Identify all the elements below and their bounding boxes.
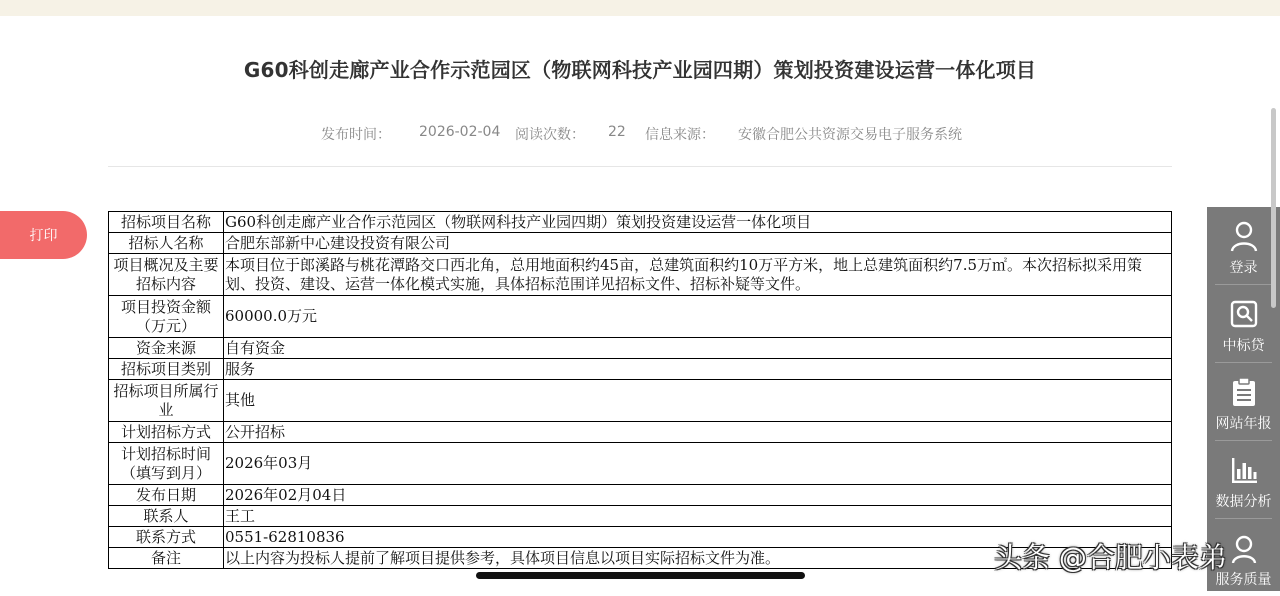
table-row xyxy=(109,254,1172,296)
table-row xyxy=(109,233,1172,254)
tender-info-table xyxy=(108,211,1172,569)
info-source-label: 信息来源： xyxy=(645,127,715,143)
page-scrollbar[interactable] xyxy=(1271,108,1276,308)
print-button[interactable]: 打印 xyxy=(0,211,87,259)
user-icon xyxy=(1227,219,1261,253)
page-title: G60科创走廊产业合作示范园区（物联网科技产业园四期）策划投资建设运营一体化项目 xyxy=(243,58,1037,82)
publish-time-label: 发布时间： xyxy=(321,127,391,143)
read-count-label: 阅读次数： xyxy=(515,127,585,143)
row-label: 备注 xyxy=(109,548,224,569)
service-icon xyxy=(1227,531,1261,565)
table-row xyxy=(109,338,1172,359)
row-value: 2026年02月04日 xyxy=(224,485,1172,506)
sidebar-item-label: 服务质量 xyxy=(1215,572,1272,588)
row-label: 招标项目所属行业 xyxy=(109,380,224,422)
row-label: 联系方式 xyxy=(109,527,224,548)
row-value: 服务 xyxy=(224,359,1172,380)
row-value: 2026年03月 xyxy=(224,443,1172,485)
row-label: 计划招标方式 xyxy=(109,422,224,443)
read-count-value: 22 xyxy=(608,124,626,140)
info-source-value: 安徽合肥公共资源交易电子服务系统 xyxy=(738,127,962,143)
table-row xyxy=(109,506,1172,527)
row-value: 公开招标 xyxy=(224,422,1172,443)
row-label: 联系人 xyxy=(109,506,224,527)
row-value: G60科创走廊产业合作示范园区（物联网科技产业园四期）策划投资建设运营一体化项目 xyxy=(224,212,1172,233)
sidebar-item-label: 登录 xyxy=(1229,260,1258,276)
row-value: 本项目位于郎溪路与桃花潭路交口西北角，总用地面积约45亩，总建筑面积约10万平方米，地上总建筑面积约7.5万㎡。本次招标拟采用策划、投资、建设、运营一体化模式实施，具体招标范围详见招标文件、招标补疑等文件。 xyxy=(224,254,1172,296)
row-label: 项目概况及主要招标内容 xyxy=(109,254,224,296)
sidebar-item-label: 中标贷 xyxy=(1222,338,1265,354)
sidebar-item-label: 数据分析 xyxy=(1215,494,1272,510)
row-label: 招标项目类别 xyxy=(109,359,224,380)
row-label: 资金来源 xyxy=(109,338,224,359)
row-label: 计划招标时间（填写到月） xyxy=(109,443,224,485)
table-row xyxy=(109,422,1172,443)
row-label: 招标人名称 xyxy=(109,233,224,254)
sidebar-item-bid-loan[interactable] xyxy=(1207,285,1280,362)
search-doc-icon xyxy=(1227,297,1261,331)
table-row xyxy=(109,443,1172,485)
row-label: 招标项目名称 xyxy=(109,212,224,233)
row-value: 王工 xyxy=(224,506,1172,527)
row-label: 项目投资金额（万元） xyxy=(109,296,224,338)
row-value: 60000.0万元 xyxy=(224,296,1172,338)
sidebar-item-label: 网站年报 xyxy=(1215,416,1272,432)
table-row xyxy=(109,380,1172,422)
clipboard-icon xyxy=(1227,375,1261,409)
table-row xyxy=(109,296,1172,338)
table-row xyxy=(109,212,1172,233)
floating-sidebar xyxy=(1207,207,1280,591)
row-label: 发布日期 xyxy=(109,485,224,506)
sidebar-item-annual-report[interactable] xyxy=(1207,363,1280,440)
table-row xyxy=(109,359,1172,380)
table-row xyxy=(109,485,1172,506)
bar-chart-icon xyxy=(1227,453,1261,487)
publish-time-value: 2026-02-04 xyxy=(419,124,501,140)
home-indicator[interactable] xyxy=(476,572,805,579)
row-value: 其他 xyxy=(224,380,1172,422)
top-strip xyxy=(0,0,1280,16)
row-value: 以上内容为投标人提前了解项目提供参考，具体项目信息以项目实际招标文件为准。 xyxy=(224,548,1172,569)
header-divider xyxy=(108,166,1172,167)
sidebar-item-login[interactable] xyxy=(1207,207,1280,284)
watermark: 头条 @合肥小表弟 xyxy=(994,541,1227,574)
row-value: 合肥东部新中心建设投资有限公司 xyxy=(224,233,1172,254)
row-value: 自有资金 xyxy=(224,338,1172,359)
row-value: 0551-62810836 xyxy=(224,527,1172,548)
sidebar-item-data-analysis[interactable] xyxy=(1207,441,1280,518)
